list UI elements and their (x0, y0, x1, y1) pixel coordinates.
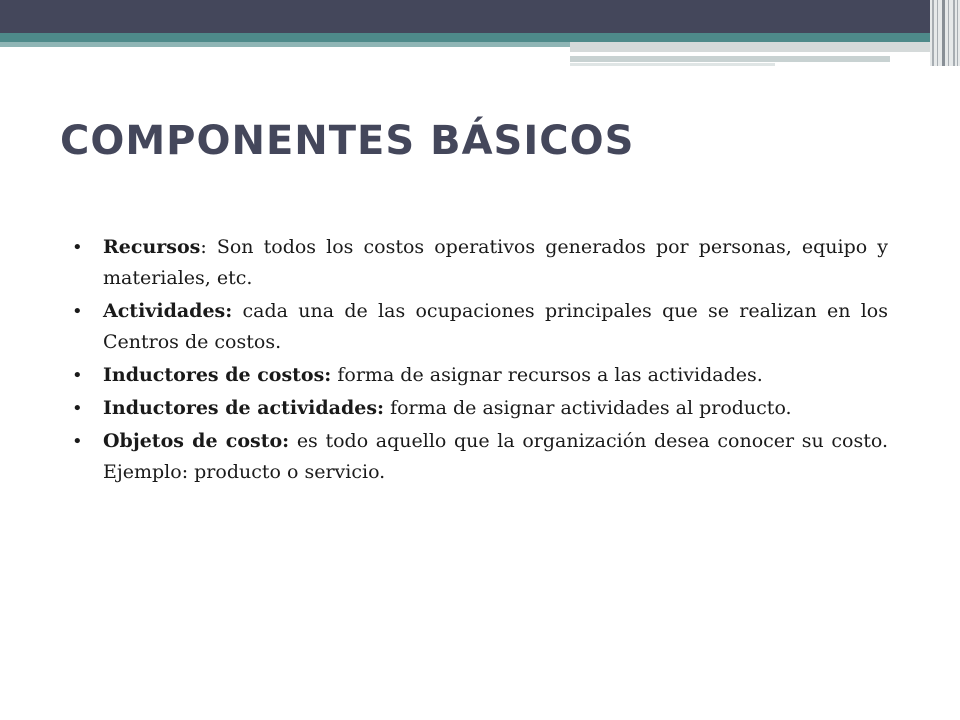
header-band (0, 0, 930, 33)
bullet-term: Recursos (103, 236, 201, 258)
bullet-dot-icon: • (72, 365, 83, 386)
bullet-dot-icon: • (72, 431, 83, 452)
bullet-item-inductores-actividades (72, 393, 888, 424)
header-light-bar (570, 42, 930, 52)
header-light-bar-short (570, 63, 775, 66)
stripe (948, 0, 949, 66)
stripe (932, 0, 934, 66)
bullet-text: forma de asignar actividades al producto. (384, 397, 792, 419)
bullet-term: Actividades: (103, 300, 233, 322)
stripe (937, 0, 938, 66)
bullet-item-objetos-costo (72, 426, 888, 488)
stripe (953, 0, 955, 66)
bullet-term: Objetos de costo: (103, 430, 290, 452)
stripe (942, 0, 945, 66)
bullet-text: es todo aquello que la organización desea conocer su costo. Ejemplo: producto o servicio. (103, 430, 888, 483)
bullet-term: Inductores de actividades: (103, 397, 385, 419)
bullet-text: cada una de las ocupaciones principales que se realizan en los Centros de costos. (103, 300, 888, 353)
bullet-dot-icon: • (72, 301, 83, 322)
bullet-term: Inductores de costos: (103, 364, 332, 386)
header-light-bar-lower (570, 56, 890, 62)
bullet-text: forma de asignar recursos a las actividades. (331, 364, 763, 386)
bullet-dot-icon: • (72, 237, 83, 258)
header-accent-band (0, 33, 930, 42)
header-divider-line (570, 52, 888, 55)
slide-title: COMPONENTES BÁSICOS (60, 118, 635, 164)
bullet-item-recursos (72, 232, 888, 294)
bullet-dot-icon: • (72, 398, 83, 419)
bullet-item-inductores-costos (72, 360, 888, 391)
bullet-text: : Son todos los costos operativos generados por personas, equipo y materiales, etc. (103, 236, 888, 289)
header-accent-underline (0, 42, 570, 47)
header-corner-stripes (930, 0, 960, 66)
stripe (957, 0, 958, 66)
bullet-item-actividades (72, 296, 888, 358)
bullet-list (72, 232, 888, 490)
